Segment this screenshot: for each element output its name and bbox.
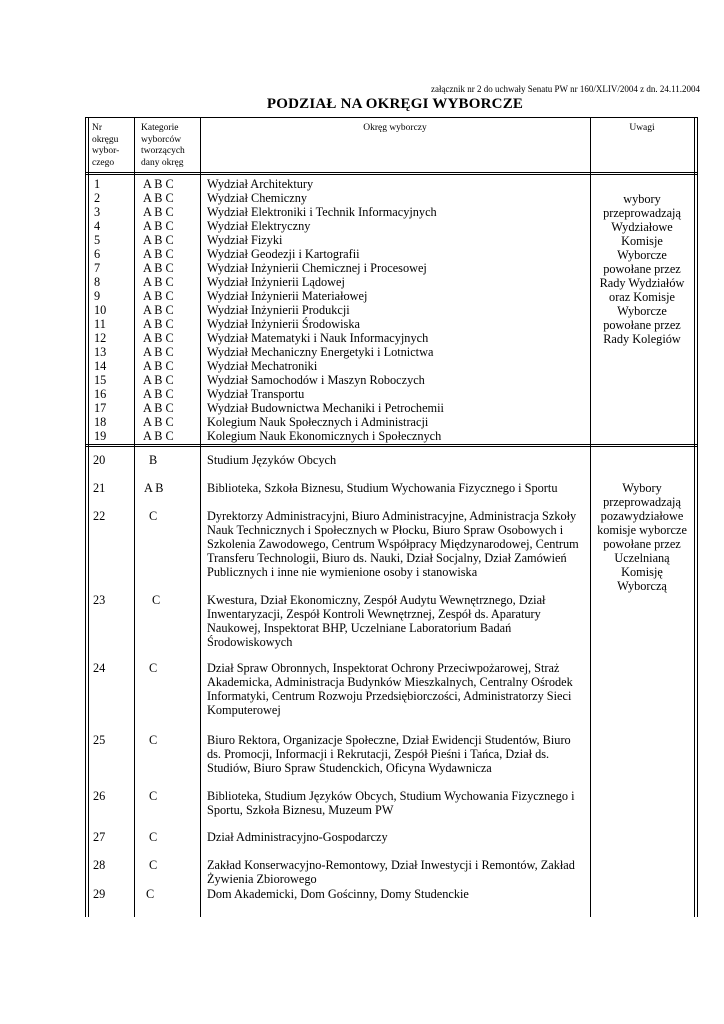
header-uwagi: Uwagi bbox=[629, 123, 655, 133]
row-number: 26 bbox=[93, 789, 106, 803]
row-category: A B C bbox=[143, 401, 174, 415]
row-number: 10 bbox=[94, 303, 107, 317]
row-district: Kwestura, Dział Ekonomiczny, Zespół Audytu Wewnętrznego, Dział Inwentaryzacji, Zespół Kontroli Wewnętrznej, Zespół ds. Aparatury Naukowej, Inspektorat BHP, Uczelniane Laboratorium Badań Środowiskowych bbox=[207, 593, 546, 649]
row-number: 4 bbox=[94, 219, 101, 233]
annex-note: załącznik nr 2 do uchwały Senatu PW nr 160/XLIV/2004 z dn. 24.11.2004 bbox=[431, 84, 700, 94]
row-district: Wydział Elektryczny bbox=[207, 219, 311, 233]
row-number: 15 bbox=[94, 373, 107, 387]
row-district: Biblioteka, Studium Języków Obcych, Studium Wychowania Fizycznego i Sportu, Szkoła Biznesu, Muzeum PW bbox=[207, 789, 575, 817]
row-district: Wydział Budownictwa Mechaniki i Petrochemii bbox=[207, 401, 444, 415]
row-category: C bbox=[149, 789, 158, 803]
row-category: A B C bbox=[143, 219, 174, 233]
row-number: 19 bbox=[94, 429, 107, 443]
row-number: 12 bbox=[94, 331, 107, 345]
row-category: C bbox=[149, 509, 158, 523]
row-category: A B C bbox=[143, 289, 174, 303]
row-number: 14 bbox=[94, 359, 107, 373]
row-district: Wydział Inżynierii Środowiska bbox=[207, 317, 360, 331]
row-category: A B C bbox=[143, 373, 174, 387]
page-title: PODZIAŁ NA OKRĘGI WYBORCZE bbox=[266, 96, 524, 112]
row-number: 23 bbox=[93, 593, 106, 607]
row-category: A B C bbox=[143, 331, 174, 345]
row-district: Wydział Transportu bbox=[207, 387, 305, 401]
row-number: 1 bbox=[94, 177, 101, 191]
row-number: 24 bbox=[93, 661, 106, 675]
row-number: 5 bbox=[94, 233, 101, 247]
row-district: Zakład Konserwacyjno-Remontowy, Dział Inwestycji i Remontów, Zakład Żywienia Zbiorowego bbox=[207, 858, 575, 886]
row-district: Kolegium Nauk Ekonomicznych i Społecznych bbox=[207, 429, 442, 443]
row-district: Wydział Fizyki bbox=[207, 233, 283, 247]
row-district: Wydział Chemiczny bbox=[207, 191, 307, 205]
row-district: Wydział Matematyki i Nauk Informacyjnych bbox=[207, 331, 429, 345]
row-district: Wydział Samochodów i Maszyn Roboczych bbox=[207, 373, 425, 387]
row-number: 11 bbox=[94, 317, 106, 331]
header-nr: Nr okręgu wybor- czego bbox=[92, 123, 120, 168]
row-number: 2 bbox=[94, 191, 101, 205]
row-district: Wydział Inżynierii Chemicznej i Procesowej bbox=[207, 261, 427, 275]
row-district: Wydział Mechatroniki bbox=[207, 359, 318, 373]
row-category: A B C bbox=[143, 303, 174, 317]
row-district: Wydział Inżynierii Materiałowej bbox=[207, 289, 368, 303]
row-district: Dział Administracyjno-Gospodarczy bbox=[207, 830, 388, 844]
row-number: 20 bbox=[93, 453, 106, 467]
row-category: B bbox=[149, 453, 158, 467]
row-category: C bbox=[149, 858, 158, 872]
remark-other-units: Wybory przeprowadzają pozawydziałowe komisje wyborcze powołane przez Uczelnianą Komisję Wyborczą bbox=[597, 481, 687, 593]
row-district: Biblioteka, Szkoła Biznesu, Studium Wychowania Fizycznego i Sportu bbox=[207, 481, 558, 495]
row-category: A B C bbox=[143, 205, 174, 219]
row-number: 7 bbox=[94, 261, 101, 275]
row-number: 28 bbox=[93, 858, 106, 872]
row-number: 21 bbox=[93, 481, 106, 495]
row-category: A B C bbox=[143, 429, 174, 443]
header-okreg: Okręg wyborczy bbox=[363, 123, 427, 133]
row-number: 18 bbox=[94, 415, 107, 429]
row-category: A B C bbox=[143, 387, 174, 401]
row-category: A B C bbox=[143, 415, 174, 429]
row-category: A B C bbox=[143, 247, 174, 261]
row-district: Wydział Geodezji i Kartografii bbox=[207, 247, 360, 261]
row-district: Dom Akademicki, Dom Gościnny, Domy Studenckie bbox=[207, 887, 469, 901]
row-number: 8 bbox=[94, 275, 101, 289]
row-district: Wydział Architektury bbox=[207, 177, 314, 191]
row-district: Dyrektorzy Administracyjni, Biuro Administracyjne, Administracja Szkoły Nauk Technicznych i Społecznych w Płocku, Biuro Spraw Osobowych i Szkolenia Zawodowego, Centrum Współpracy Międzynarodowej, Centrum Transferu Technologii, Biuro ds. Nauki, Dział Socjalny, Dział Zamówień Publicznych i inne nie wymienione osoby i stanowiska bbox=[207, 509, 579, 579]
row-category: C bbox=[146, 887, 155, 901]
row-number: 13 bbox=[94, 345, 107, 359]
row-category: A B bbox=[144, 481, 164, 495]
row-category: C bbox=[149, 733, 158, 747]
header-kategorie: Kategorie wyborców tworzących dany okręg bbox=[141, 123, 185, 168]
row-category: C bbox=[152, 593, 161, 607]
row-category: A B C bbox=[143, 317, 174, 331]
row-district: Biuro Rektora, Organizacje Społeczne, Dział Ewidencji Studentów, Biuro ds. Promocji, Informacji i Rekrutacji, Zespół Pieśni i Tańca, Dział ds. Studiów, Biuro Spraw Studenckich, Oficyna Wydawnicza bbox=[207, 733, 571, 775]
row-category: A B C bbox=[143, 345, 174, 359]
row-number: 9 bbox=[94, 289, 101, 303]
row-category: A B C bbox=[143, 359, 174, 373]
row-number: 6 bbox=[94, 247, 101, 261]
row-number: 29 bbox=[93, 887, 106, 901]
row-district: Studium Języków Obcych bbox=[207, 453, 337, 467]
row-number: 16 bbox=[94, 387, 107, 401]
row-district: Wydział Mechaniczny Energetyki i Lotnictwa bbox=[207, 345, 434, 359]
row-number: 25 bbox=[93, 733, 106, 747]
remark-faculties: wybory przeprowadzają Wydziałowe Komisje Wyborcze powołane przez Rady Wydziałów oraz Komisje Wyborcze powołane przez Rady Kolegiów bbox=[599, 192, 685, 346]
row-category: A B C bbox=[143, 261, 174, 275]
row-category: A B C bbox=[143, 177, 174, 191]
row-district: Wydział Inżynierii Lądowej bbox=[207, 275, 345, 289]
row-number: 27 bbox=[93, 830, 106, 844]
row-number: 22 bbox=[93, 509, 106, 523]
row-number: 3 bbox=[94, 205, 101, 219]
row-district: Dział Spraw Obronnych, Inspektorat Ochrony Przeciwpożarowej, Straż Akademicka, Administracja Budynków Mieszkalnych, Centralny Ośrodek Informatyki, Centrum Rozwoju Przedsiębiorczości, Administratorzy Sieci Komputerowej bbox=[207, 661, 573, 717]
row-number: 17 bbox=[94, 401, 107, 415]
row-district: Kolegium Nauk Społecznych i Administracji bbox=[207, 415, 429, 429]
row-category: C bbox=[149, 830, 158, 844]
row-district: Wydział Elektroniki i Technik Informacyjnych bbox=[207, 205, 437, 219]
row-district: Wydział Inżynierii Produkcji bbox=[207, 303, 350, 317]
row-category: A B C bbox=[143, 275, 174, 289]
row-category: C bbox=[149, 661, 158, 675]
row-category: A B C bbox=[143, 233, 174, 247]
row-category: A B C bbox=[143, 191, 174, 205]
